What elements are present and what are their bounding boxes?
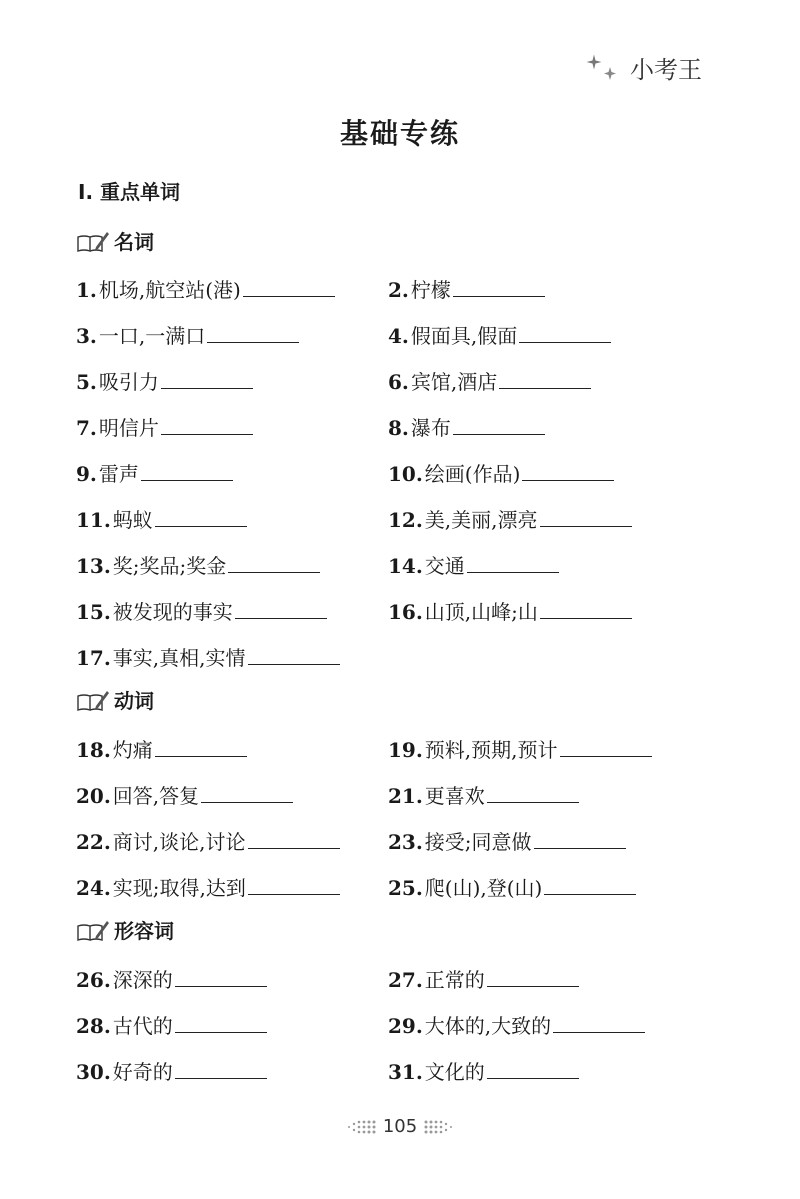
- vocab-item-15: 15. 被发现的事实: [76, 596, 327, 625]
- notebook-pen-icon: [76, 918, 110, 942]
- category-label: 动词: [114, 689, 154, 713]
- answer-blank[interactable]: [540, 598, 632, 619]
- answer-blank[interactable]: [248, 644, 340, 665]
- answer-blank[interactable]: [155, 736, 247, 757]
- category-label: 形容词: [114, 919, 174, 943]
- answer-blank[interactable]: [560, 736, 652, 757]
- vocab-item-18: 18. 灼痛: [76, 734, 247, 763]
- vocab-item-27: 27. 正常的: [388, 964, 579, 993]
- notebook-pen-icon: [76, 688, 110, 712]
- answer-blank[interactable]: [161, 414, 253, 435]
- vocab-item-29: 29. 大体的,大致的: [388, 1010, 645, 1039]
- answer-blank[interactable]: [248, 828, 340, 849]
- brand-name: 小考王: [630, 56, 702, 84]
- dots-decoration-icon: [421, 1119, 455, 1135]
- answer-blank[interactable]: [175, 966, 267, 987]
- vocab-item-21: 21. 更喜欢: [388, 780, 579, 809]
- brand-header: [586, 50, 702, 85]
- vocab-item-8: 8. 瀑布: [388, 412, 545, 441]
- answer-blank[interactable]: [248, 874, 340, 895]
- answer-blank[interactable]: [487, 1058, 579, 1079]
- vocab-item-5: 5. 吸引力: [76, 366, 253, 395]
- vocab-item-12: 12. 美,美丽,漂亮: [388, 504, 632, 533]
- answer-blank[interactable]: [522, 460, 614, 481]
- vocab-item-26: 26. 深深的: [76, 964, 267, 993]
- answer-blank[interactable]: [175, 1058, 267, 1079]
- vocab-item-6: 6. 宾馆,酒店: [388, 366, 591, 395]
- answer-blank[interactable]: [540, 506, 632, 527]
- answer-blank[interactable]: [553, 1012, 645, 1033]
- vocab-item-16: 16. 山顶,山峰;山: [388, 596, 632, 625]
- category-adjectives: [76, 915, 174, 944]
- answer-blank[interactable]: [467, 552, 559, 573]
- vocab-item-24: 24. 实现;取得,达到: [76, 872, 340, 901]
- sparkle-icon: [586, 53, 620, 83]
- answer-blank[interactable]: [519, 322, 611, 343]
- answer-blank[interactable]: [453, 414, 545, 435]
- vocab-item-17: 17. 事实,真相,实情: [76, 642, 340, 671]
- page-footer: [0, 1116, 800, 1137]
- answer-blank[interactable]: [235, 598, 327, 619]
- vocab-item-22: 22. 商讨,谈论,讨论: [76, 826, 340, 855]
- vocab-item-20: 20. 回答,答复: [76, 780, 293, 809]
- notebook-pen-icon: [76, 229, 110, 253]
- answer-blank[interactable]: [499, 368, 591, 389]
- vocab-item-28: 28. 古代的: [76, 1010, 267, 1039]
- answer-blank[interactable]: [161, 368, 253, 389]
- answer-blank[interactable]: [175, 1012, 267, 1033]
- vocab-item-4: 4. 假面具,假面: [388, 320, 611, 349]
- vocab-item-2: 2. 柠檬: [388, 274, 545, 303]
- vocab-item-31: 31. 文化的: [388, 1056, 579, 1085]
- vocab-item-10: 10. 绘画(作品): [388, 458, 614, 487]
- category-nouns: [76, 226, 154, 255]
- answer-blank[interactable]: [155, 506, 247, 527]
- answer-blank[interactable]: [207, 322, 299, 343]
- section-heading: Ⅰ. 重点单词: [78, 180, 181, 204]
- vocab-item-14: 14. 交通: [388, 550, 559, 579]
- answer-blank[interactable]: [141, 460, 233, 481]
- answer-blank[interactable]: [544, 874, 636, 895]
- vocab-item-9: 9. 雷声: [76, 458, 233, 487]
- answer-blank[interactable]: [228, 552, 320, 573]
- vocab-item-30: 30. 好奇的: [76, 1056, 267, 1085]
- vocab-item-7: 7. 明信片: [76, 412, 253, 441]
- dots-decoration-icon: [345, 1119, 379, 1135]
- category-label: 名词: [114, 230, 154, 254]
- answer-blank[interactable]: [453, 276, 545, 297]
- page-title: 基础专练: [339, 117, 460, 150]
- vocab-item-25: 25. 爬(山),登(山): [388, 872, 636, 901]
- answer-blank[interactable]: [201, 782, 293, 803]
- answer-blank[interactable]: [243, 276, 335, 297]
- vocab-item-1: 1. 机场,航空站(港): [76, 274, 335, 303]
- page-number: 105: [382, 1116, 418, 1137]
- vocab-item-3: 3. 一口,一满口: [76, 320, 299, 349]
- vocab-item-13: 13. 奖;奖品;奖金: [76, 550, 320, 579]
- vocab-item-23: 23. 接受;同意做: [388, 826, 626, 855]
- answer-blank[interactable]: [487, 782, 579, 803]
- answer-blank[interactable]: [534, 828, 626, 849]
- vocab-item-19: 19. 预料,预期,预计: [388, 734, 652, 763]
- answer-blank[interactable]: [487, 966, 579, 987]
- vocab-item-11: 11. 蚂蚁: [76, 504, 247, 533]
- category-verbs: [76, 685, 154, 714]
